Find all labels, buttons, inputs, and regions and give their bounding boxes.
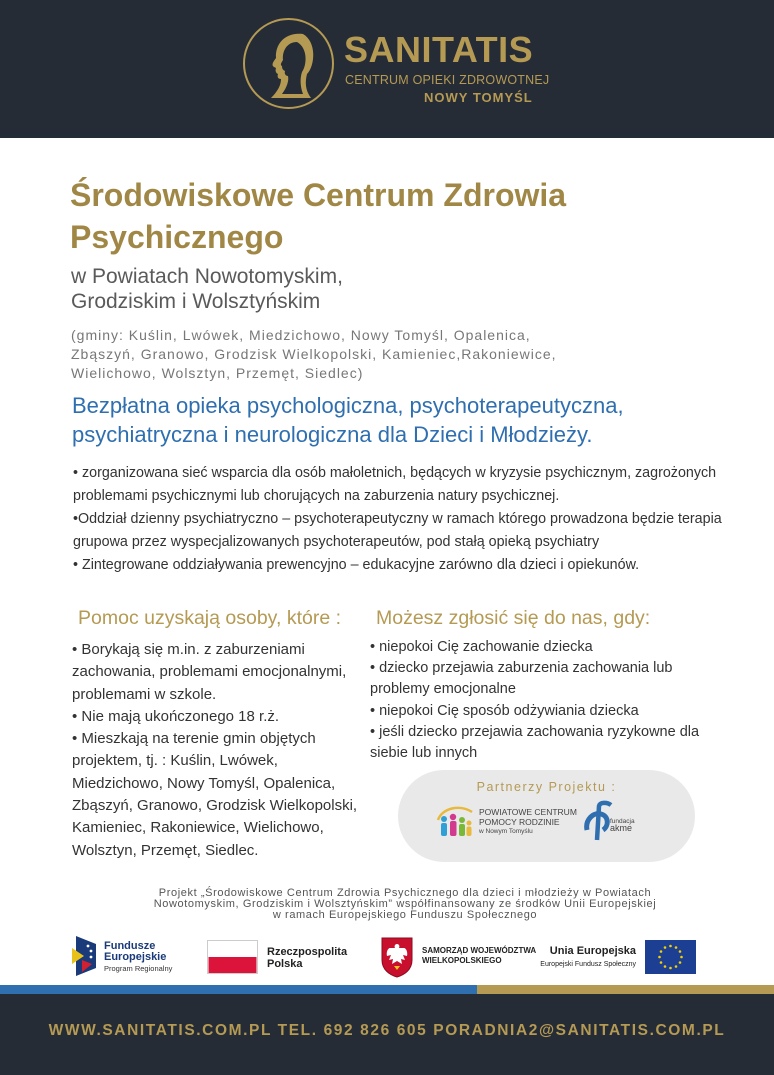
page-subtitle [71,264,711,314]
footer-bar [0,994,774,1075]
ue-label-line: Unia Europejska [549,945,636,957]
subtitle-line-1: w Powiatach Nowotomyskim, [71,265,343,288]
eligibility-list [72,639,372,862]
headline-line-2: psychiatryczna i neurologiczna dla Dzieci i Młodzieży. [72,422,593,447]
intro-paragraph: • zorganizowana sieć wsparcia dla osób małoletnich, będących w kryzysie psychicznym, zagrożonych problemami psychicznymi lub chorujących na zaburzenia natury psychicznej. [73,465,717,504]
footer-stripe-blue [0,985,477,994]
contact-when-heading: Możesz zgłosić się do nas, gdy: [376,607,651,629]
list-item: • Borykają się m.in. z zaburzeniami zachowania, problemami emocjonalnymi, problemami w szkole. [72,641,347,703]
intro-paragraph: •Oddział dzienny psychiatryczno – psychoterapeutyczny w ramach którego prowadzona będzie terapia grupowa przez wyspecjalizowanych psychoterapeutów, pod stałą opieką psychiatry [73,511,722,550]
ue-label [526,945,636,971]
eligibility-heading: Pomoc uzyskają osoby, które : [78,607,342,629]
footer-contact: WWW.SANITATIS.COM.PL TEL. 692 826 605 PORADNIA2@SANITATIS.COM.PL [48,1022,726,1039]
pcpr-name-line: w Nowym Tomyślu [479,828,533,835]
project-funding-note [100,888,710,921]
page-title [70,174,710,258]
wielkopolska-label [422,946,536,966]
wielkopolska-eagle-shield-icon [380,936,414,978]
communes-line-1: (gminy: Kuślin, Lwówek, Miedzichowo, Nowy Tomyśl, Opalenica, [71,327,531,343]
project-note-line: Projekt „Środowiskowe Centrum Zdrowia Psychicznego dla dzieci i młodzieży w Powiatach [158,887,652,899]
title-line-2: Psychicznego [70,219,284,255]
brand-name: SANITATIS [344,29,534,70]
ue-label-line: Europejski Fundusz Społeczny [540,961,636,968]
contact-when-list [370,637,700,764]
rp-label-line: Polska [267,958,303,970]
brand-location: NOWY TOMYŚL [424,90,533,105]
footer-stripe [0,985,774,994]
subtitle-line-2: Grodziskim i Wolsztyńskim [71,290,321,313]
akme-name [610,818,635,832]
fe-label-line: Europejskie [104,951,167,963]
fundusze-europejskie-icon [70,934,98,978]
fe-label-line: Program Regionalny [104,964,173,973]
partners-box [398,770,695,862]
headline-line-1: Bezpłatna opieka psychologiczna, psychoterapeutyczna, [72,393,624,418]
list-item: • niepokoi Cię zachowanie dziecka [370,639,593,655]
list-item: • dziecko przejawia zaburzenia zachowania lub problemy emocjonalne [370,660,673,698]
pcpr-name-line: POWIATOWE CENTRUM [479,807,577,817]
rp-label-line: Rzeczpospolita [267,946,348,958]
communes-line-2: Zbąszyń, Granowo, Grodzisk Wielkopolski, Kamieniec,Rakoniewice, [71,346,557,362]
list-item: • jeśli dziecko przejawia zachowania ryzykowne dla siebie lub innych [370,723,700,762]
communes-list [71,326,731,383]
pcpr-family-icon [434,802,476,840]
fundusze-europejskie-label [104,941,172,974]
wlkp-label-line: WIELKOPOLSKIEGO [422,956,502,965]
eu-flag-icon [645,940,696,974]
communes-line-3: Wielichowo, Wolsztyn, Przemęt, Siedlec) [71,365,364,381]
akme-name-line: fundacja [610,818,635,825]
pcpr-name-line: POMOCY RODZINIE [479,817,560,827]
intro-text [73,462,733,577]
list-item: • niepokoi Cię sposób odżywiania dziecka [370,702,639,719]
project-note-line: Nowotomyskim, Grodziskim i Wolsztyńskim” współfinansowany ze środków Unii Europejskiej [153,898,657,910]
header-banner [0,0,774,138]
poland-flag-icon [207,940,258,974]
sanitatis-logo-icon [243,18,334,109]
pcpr-name [479,807,577,837]
brand-subtitle: CENTRUM OPIEKI ZDROWOTNEJ [345,73,550,87]
list-item: • Mieszkają na terenie gmin objętych projektem, tj. : Kuślin, Lwówek, Miedzichowo, Nowy Tomyśl, Opalenica, Zbąszyń, Granowo, Grodzisk Wielkopolski, Kamieniec, Rakoniewice, Wielichowo, Wolsztyn, Przemęt, Siedlec. [72,730,358,859]
partners-label: Partnerzy Projektu : [476,780,617,794]
project-note-line: w ramach Europejskiego Funduszu Społecznego [272,909,538,921]
intro-paragraph: • Zintegrowane oddziaływania prewencyjno – edukacyjne zarówno dla dzieci i opiekunów. [73,557,640,573]
list-item: • Nie mają ukończonego 18 r.ż. [72,707,280,725]
wlkp-label-line: SAMORZĄD WOJEWÓDZTWA [422,946,537,955]
services-headline [72,391,752,449]
title-line-1: Środowiskowe Centrum Zdrowia [70,177,567,213]
rzeczpospolita-label [267,946,347,970]
fe-label-line: Fundusze [104,940,156,952]
akme-name-line: akme [610,823,633,833]
